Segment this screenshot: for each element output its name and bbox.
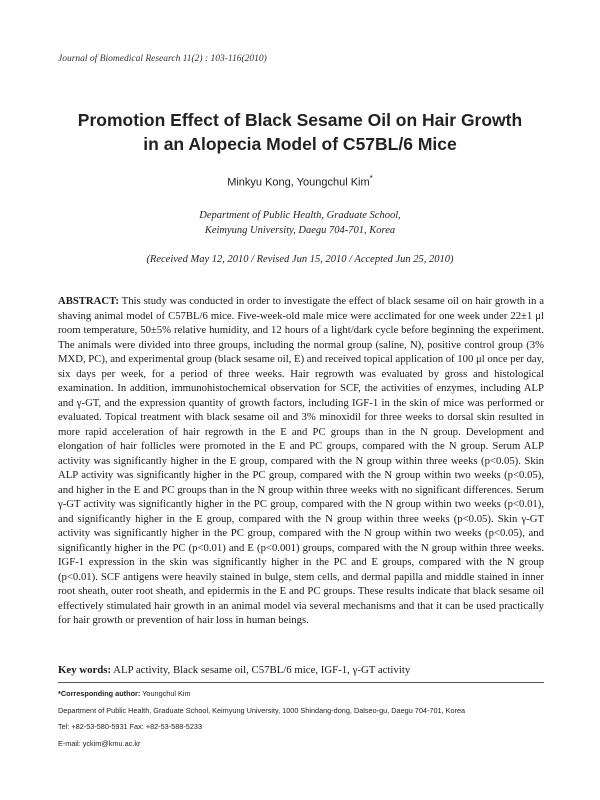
abstract-text: This study was conducted in order to investigate the effect of black sesame oil on hair growth in a shaving animal model of C57BL/6 mice. Five-week-old male mice were acclimated for one week under 22±1 μl room temperature, 50±5% relative humidity, and 12 hours of a light/dark cycle before beginning the experiment. The animals were divided into three groups, including the normal group (saline, N), positive control group (3% MXD, PC), and experimental group (black sesame oil, E) and received topical application of 100 μl once per day, six days per week, for a period of three weeks. Hair regrowth was evaluated by gross and histological examination. In addition, immunohistochemical observation for SCF, the activities of enzymes, including ALP and γ-GT, and the expression quantity of growth factors, including IGF-1 in the skin of mice was performed or evaluated. Topical treatment with black sesame oil and 3% minoxidil for three weeks to dorsal skin resulted in more rapid acceleration of hair regrowth in the E and PC groups than in the N group. Development and elongation of hair follicles were promoted in the E and PC groups, compared with the N group. Serum ALP activity was significantly higher in the E group, compared with the N group within three weeks (p<0.05). Skin ALP activity was significantly higher in the PC group, compared with the N group within two weeks (p<0.05), and higher in the E and PC groups than in the N group within three weeks with no significant differences. Serum γ-GT activity was significantly higher in the PC group, compared with the N group within two weeks (p<0.01), and significantly higher in the E group, compared with the N group within three weeks (p<0.05). Skin γ-GT activity was significantly higher in the PC group, compared with the N group within two weeks (p<0.05), and significantly higher in the PC (p<0.01) and E (p<0.001) groups, compared with the N group within three weeks. IGF-1 expression in the skin was significantly higher in the PC and E groups, compared with the N group (p<0.01). SCF antigens were heavily stained in bulge, stem cells, and dermal papilla and middle stained in inner root sheath, outer root sheath, and epidermis in the E and PC groups. These results indicate that black sesame oil effectively stimulated hair growth in an animal model via several mechanisms and that it can be used practically for hair growth or prevention of hair loss in human beings.	[58, 295, 544, 626]
abstract-label: ABSTRACT:	[58, 295, 119, 307]
title-line-1: Promotion Effect of Black Sesame Oil on Hair Growth	[77, 110, 523, 130]
paper-title	[40, 108, 560, 156]
affiliation-line-1: Department of Public Health, Graduate School,	[199, 210, 401, 221]
received-dates: (Received May 12, 2010 / Revised Jun 15, 2010 / Accepted Jun 25, 2010)	[146, 254, 454, 265]
footnotes	[58, 686, 544, 752]
footnote-divider	[58, 682, 544, 683]
author-list	[0, 174, 600, 189]
corresponding-author	[58, 686, 544, 703]
corresponding-name: Youngchul Kim	[140, 689, 191, 698]
keywords	[58, 664, 544, 676]
title-line-2: in an Alopecia Model of C57BL/6 Mice	[143, 134, 457, 154]
corresponding-mark: *	[369, 174, 373, 183]
author-phone: Tel: +82-53-580-5931 Fax: +82-53-588-5233	[58, 722, 203, 731]
author-email: E-mail: yckim@kmu.ac.kr	[58, 738, 141, 748]
keywords-label: Key words:	[58, 664, 112, 676]
author-address: Department of Public Health, Graduate School, Keimyung University, 1000 Shindang-dong, Dalseo-gu, Daegu 704-701, Korea	[58, 705, 466, 715]
keywords-text: ALP activity, Black sesame oil, C57BL/6 mice, IGF-1, γ-GT activity	[111, 664, 411, 676]
corresponding-label: *Corresponding author:	[58, 689, 141, 698]
abstract	[58, 294, 544, 628]
affiliation-line-2: Keimyung University, Daegu 704-701, Korea	[204, 225, 396, 236]
affiliation	[0, 208, 600, 238]
journal-citation: Journal of Biomedical Research 11(2) : 103-116(2010)	[58, 54, 267, 64]
author-names: Minkyu Kong, Youngchul Kim	[227, 176, 370, 189]
